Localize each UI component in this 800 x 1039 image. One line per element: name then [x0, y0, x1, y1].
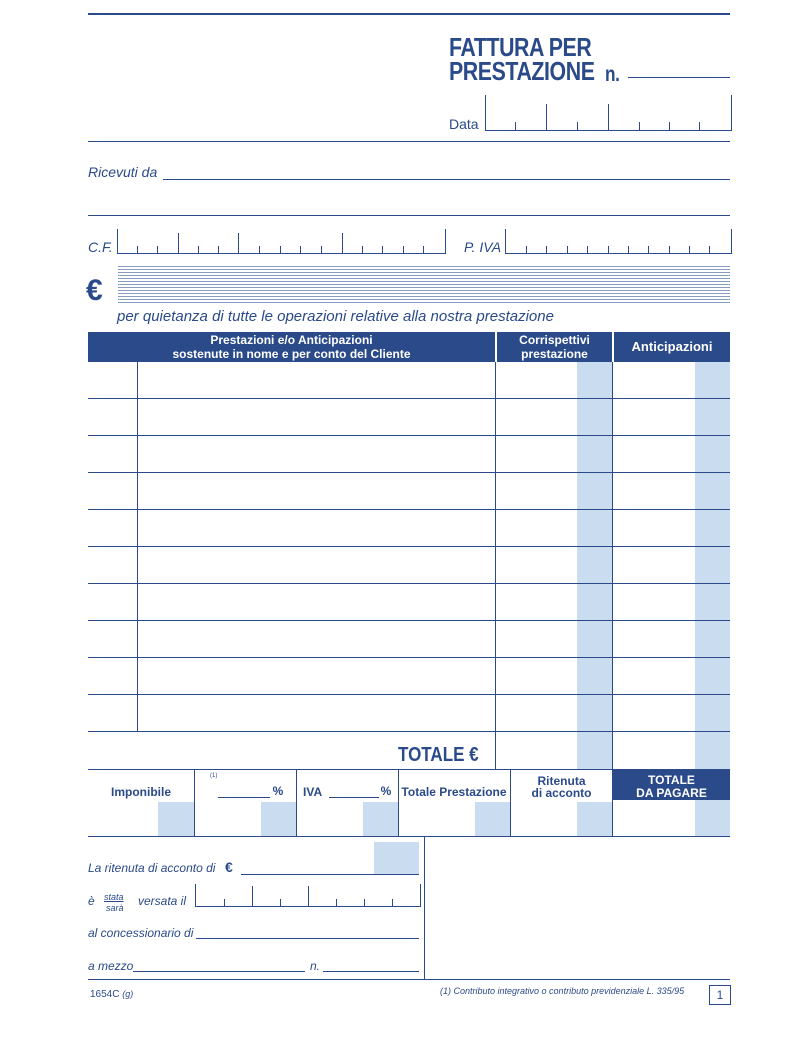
method-field[interactable]: [133, 971, 305, 972]
fees-header-line1: Corrispettivi: [519, 333, 590, 347]
sara-option: sarà: [106, 903, 124, 913]
table-row[interactable]: [88, 362, 730, 398]
withholding-line1: La ritenuta di acconto di: [88, 861, 216, 875]
total-to-pay-line1: TOTALE: [648, 773, 695, 787]
cf-label: C.F.: [88, 239, 113, 255]
form-code-value: 1654C: [90, 989, 120, 1000]
method-number-field[interactable]: [323, 971, 419, 972]
withholding-cents-strip: [577, 802, 612, 836]
form-code: [90, 989, 133, 1000]
date-tick: [336, 899, 337, 906]
withholding-amount-field[interactable]: [241, 874, 419, 875]
iva-percent-sign: %: [380, 784, 392, 798]
date-tick: [252, 886, 253, 906]
piva-label: P. IVA: [464, 239, 502, 255]
euro-symbol: €: [86, 274, 103, 307]
copy-number: 1: [716, 988, 724, 1002]
form-code-suffix: (g): [122, 989, 134, 999]
taxable-cents-strip: [158, 802, 194, 836]
table-row[interactable]: [88, 621, 730, 657]
service-total-label: Totale Prestazione: [401, 785, 507, 799]
rate-field[interactable]: [218, 797, 270, 798]
withholding-line4: a mezzo: [88, 959, 134, 973]
withholding-header-line1: Ritenuta: [537, 774, 586, 788]
pay-cents-strip: [695, 800, 730, 836]
table-row[interactable]: [88, 510, 730, 546]
iva-label: IVA: [303, 785, 323, 799]
withholding-header-line2: di acconto: [531, 786, 592, 800]
iva-rate-field[interactable]: [329, 797, 379, 798]
services-header-line2: sostenute in nome e per conto del Cliente: [172, 347, 411, 361]
footnote: (1) Contributo integrativo o contributo previdenziale L. 335/95: [440, 986, 685, 996]
rate-cents-strip: [261, 802, 296, 836]
taxable-label: Imponibile: [111, 785, 171, 799]
table-row[interactable]: [88, 473, 730, 509]
date-tick: [280, 899, 281, 906]
received-from-label: Ricevuti da: [88, 164, 158, 180]
total-label: TOTALE €: [398, 744, 479, 766]
advances-header-label: Anticipazioni: [631, 339, 713, 354]
table-row[interactable]: [88, 399, 730, 435]
percent-sign: %: [272, 784, 284, 798]
document-title-line2: PRESTAZIONE: [449, 56, 595, 86]
copy-number-box: [709, 985, 731, 1005]
payment-date-field[interactable]: [195, 884, 421, 907]
total-to-pay-header: [613, 770, 730, 800]
stata-option: stata: [104, 892, 124, 902]
table-row[interactable]: [88, 584, 730, 620]
document-title-line1: FATTURA PER: [449, 32, 592, 62]
table-row[interactable]: [88, 547, 730, 583]
table-row[interactable]: [88, 695, 730, 731]
table-row[interactable]: [88, 658, 730, 694]
total-fees-field[interactable]: [496, 732, 612, 769]
date-label: Data: [449, 116, 479, 132]
agent-field[interactable]: [196, 938, 419, 939]
table-row[interactable]: [88, 436, 730, 472]
date-tick: [224, 899, 225, 906]
withholding-line2-prefix: è: [88, 894, 95, 908]
quittance-text: per quietanza di tutte le operazioni relative alla nostra prestazione: [117, 308, 554, 325]
method-number-label: n.: [310, 959, 321, 973]
withholding-header: [511, 775, 612, 799]
fees-header-line2: prestazione: [521, 347, 588, 361]
date-tick: [392, 899, 393, 906]
withholding-euro: €: [225, 859, 233, 875]
total-advances-field[interactable]: [613, 732, 730, 769]
invoice-number-label: n.: [605, 63, 620, 86]
iva-cents-strip: [363, 802, 398, 836]
services-header-line1: Prestazioni e/o Anticipazioni: [210, 333, 373, 347]
withholding-line3: al concessionario di: [88, 926, 194, 940]
withholding-amount-cents: [374, 842, 419, 874]
service-total-cents-strip: [475, 802, 510, 836]
note-marker: (1): [210, 773, 218, 779]
date-tick: [364, 899, 365, 906]
total-to-pay-line2: DA PAGARE: [636, 786, 707, 800]
withholding-line2-suffix: versata il: [138, 894, 187, 908]
date-tick: [308, 886, 309, 906]
